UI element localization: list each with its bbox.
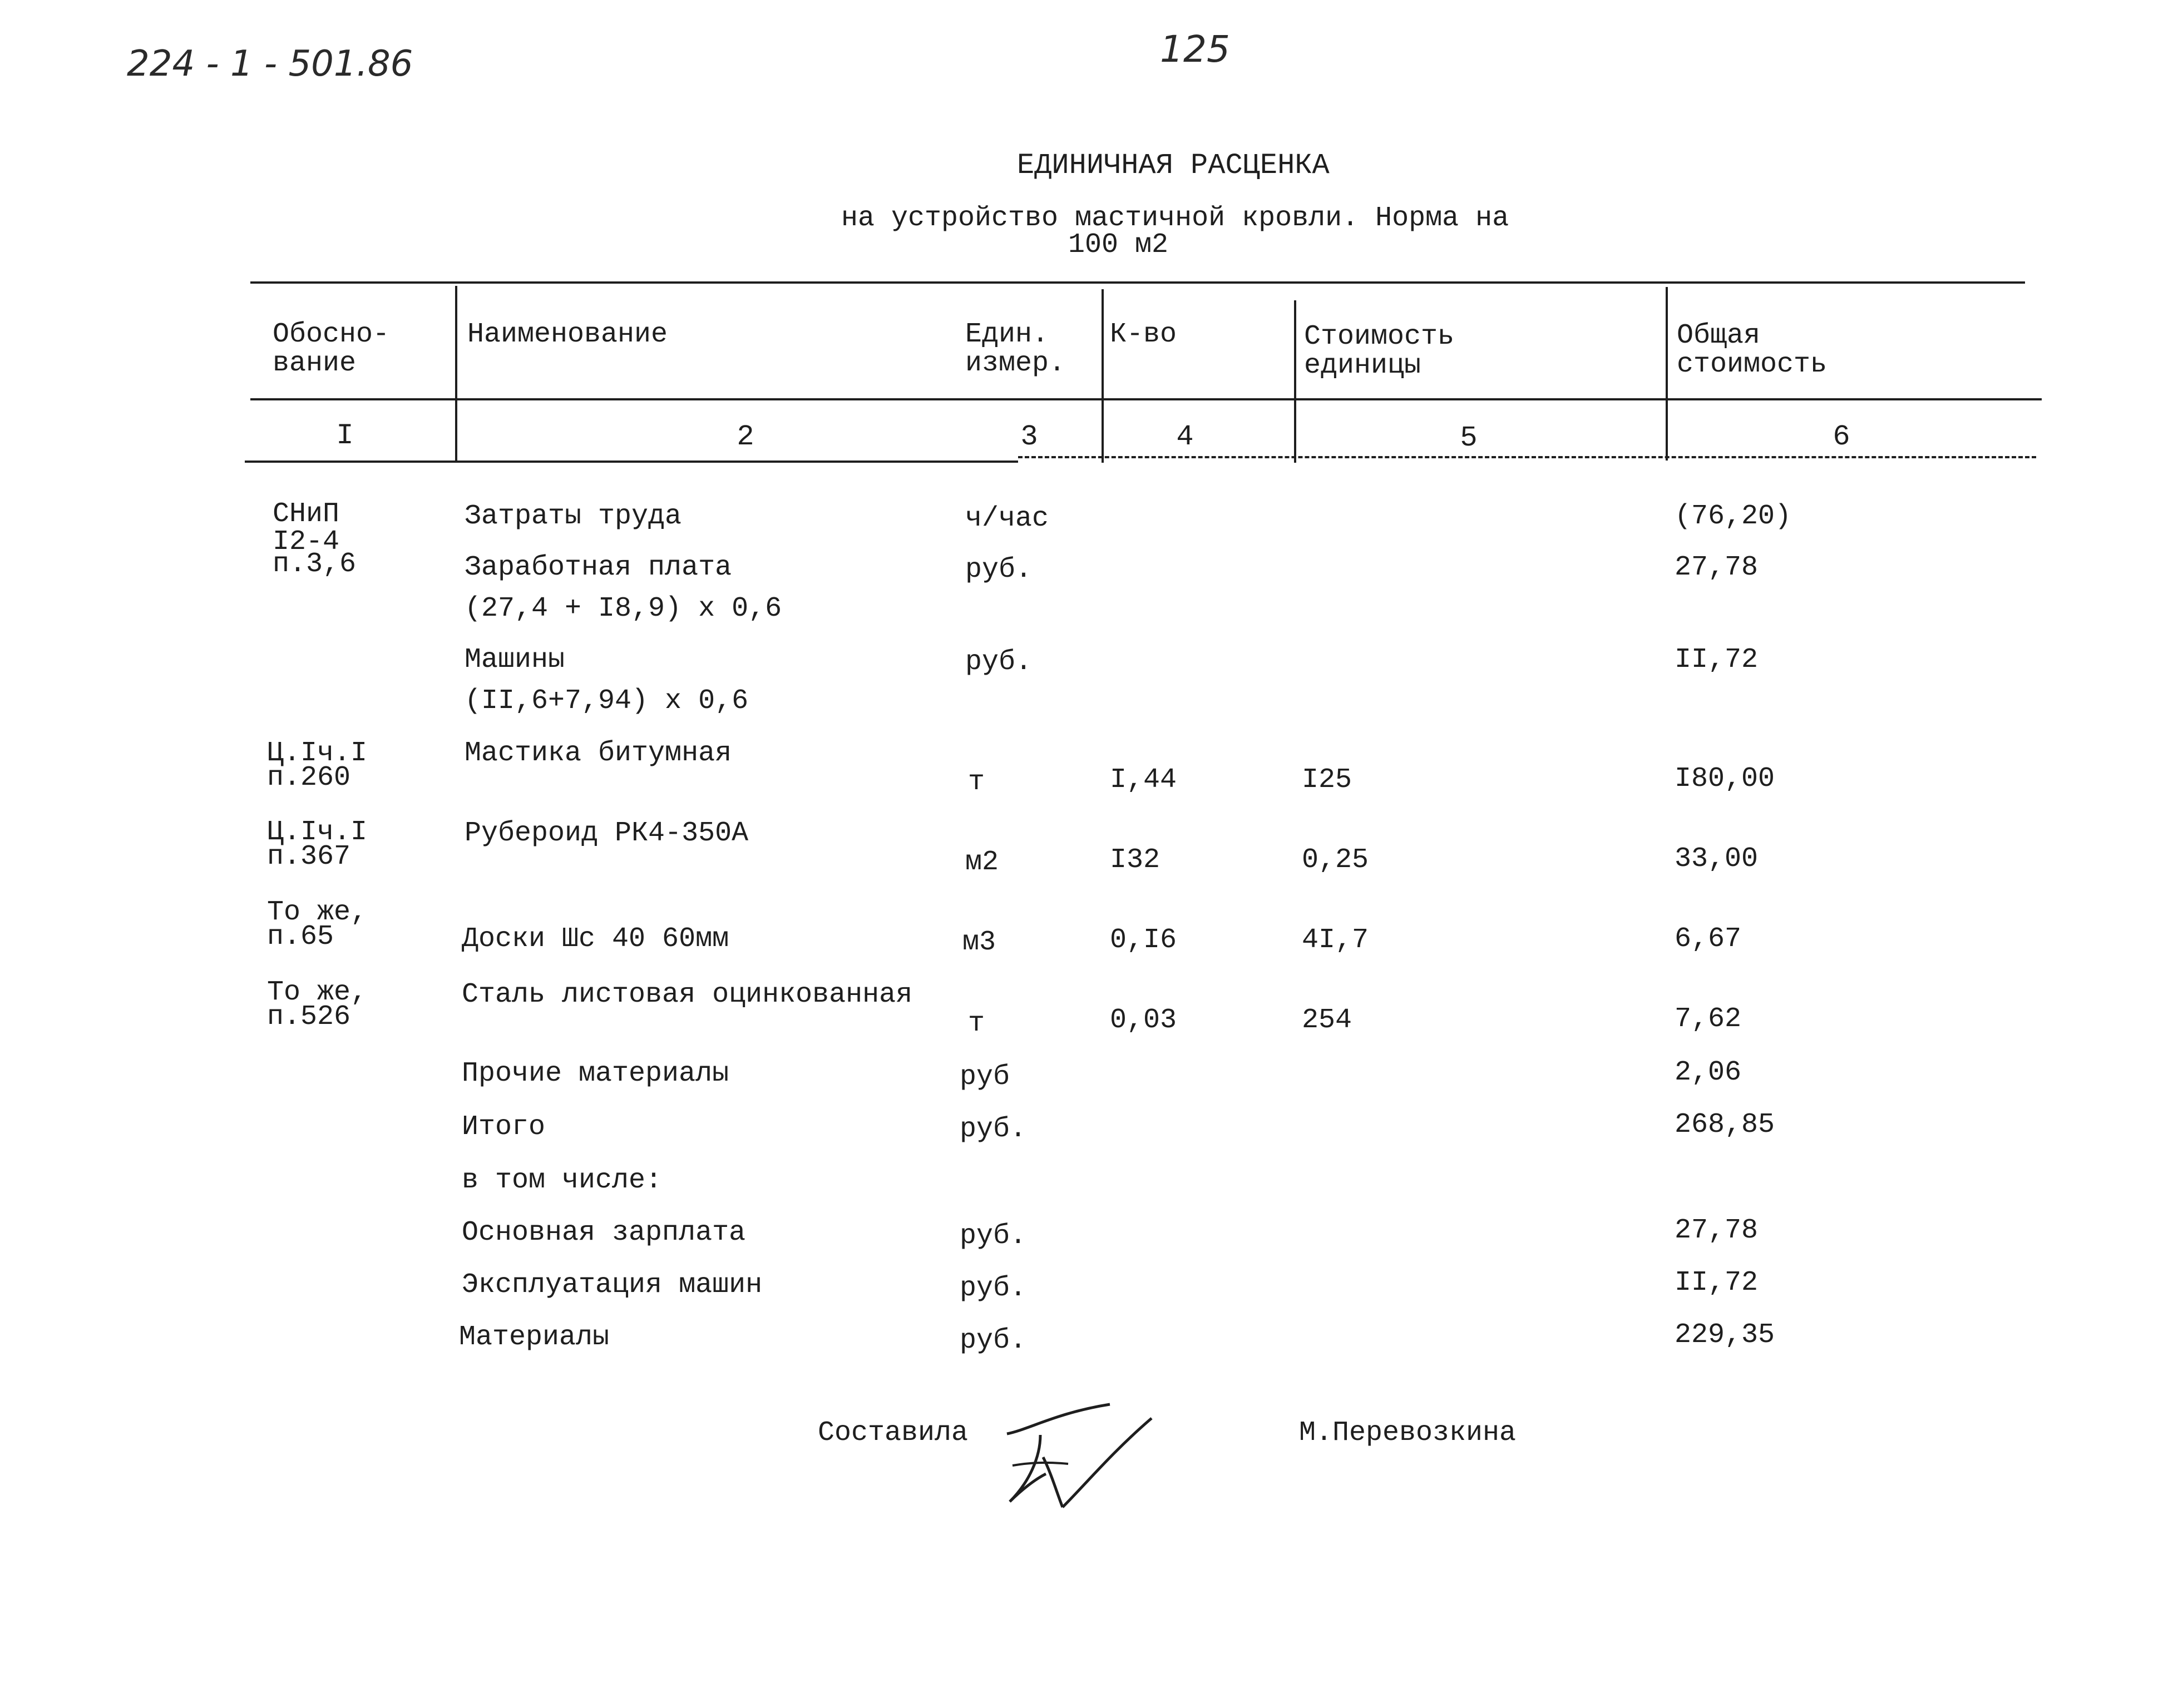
row-total: 33,00 bbox=[1675, 843, 1759, 875]
header-quantity-line-1: К-во bbox=[1110, 319, 1177, 350]
header-total-cost-line-1: Общая bbox=[1677, 320, 1761, 351]
row-name: Основная зарплата bbox=[462, 1217, 746, 1249]
basis-steel: То же, bbox=[267, 977, 368, 1008]
row-unit: руб. bbox=[960, 1113, 1027, 1145]
basis-mastic: Ц.Iч.I bbox=[267, 737, 368, 769]
row-total: 27,78 bbox=[1675, 1215, 1759, 1246]
row-total: 7,62 bbox=[1675, 1003, 1742, 1035]
row-name: Материалы bbox=[459, 1321, 610, 1353]
row-unit: руб. bbox=[965, 646, 1033, 678]
row-unit: руб. bbox=[960, 1220, 1027, 1252]
row-unit-cost: 4I,7 bbox=[1302, 924, 1369, 956]
row-formula: (27,4 + I8,9) x 0,6 bbox=[465, 593, 782, 625]
table-divider-5 bbox=[1666, 287, 1668, 461]
row-unit: м2 bbox=[965, 846, 999, 878]
header-basis bbox=[273, 320, 389, 378]
header-unit-cost-line-2: единицы bbox=[1304, 350, 1421, 382]
row-formula: (II,6+7,94) x 0,6 bbox=[465, 685, 749, 717]
header-unit-cost-line-1: Стоимость bbox=[1304, 321, 1455, 353]
document-subtitle-line-2: 100 м2 bbox=[1068, 229, 1169, 261]
header-basis-line-1: Обосно- bbox=[273, 319, 390, 350]
row-unit: т bbox=[968, 1008, 985, 1039]
basis-boards-clause: п.65 bbox=[267, 921, 334, 953]
basis-steel-clause: п.526 bbox=[267, 1001, 351, 1033]
header-name-line-1: Наименование bbox=[467, 319, 668, 350]
row-total: 2,06 bbox=[1675, 1057, 1742, 1088]
row-total: II,72 bbox=[1675, 1267, 1759, 1299]
column-number-1: I bbox=[336, 419, 354, 452]
row-unit: руб. bbox=[960, 1325, 1027, 1357]
header-unit-line-2: измер. bbox=[965, 348, 1066, 379]
page-number: 125 bbox=[1160, 28, 1230, 71]
row-quantity: I,44 bbox=[1110, 764, 1177, 796]
document-subtitle-line-1: на устройство мастичной кровли. Норма на bbox=[841, 202, 1509, 234]
column-number-4: 4 bbox=[1176, 420, 1194, 453]
basis-mastic-clause: п.260 bbox=[267, 762, 351, 794]
row-total: (76,20) bbox=[1675, 501, 1792, 532]
basis-snip-clause: п.3,6 bbox=[273, 548, 357, 580]
basis-boards: То же, bbox=[267, 897, 368, 928]
column-number-3: 3 bbox=[1020, 420, 1038, 453]
row-quantity: I32 bbox=[1110, 844, 1160, 876]
row-total: 27,78 bbox=[1675, 552, 1759, 583]
row-name: Мастика битумная bbox=[465, 737, 732, 769]
row-unit: руб. bbox=[960, 1273, 1027, 1304]
row-unit-cost: I25 bbox=[1302, 764, 1352, 796]
compiler-name: М.Перевозкина bbox=[1299, 1417, 1517, 1449]
row-name: Сталь листовая оцинкованная bbox=[462, 979, 913, 1011]
row-unit: руб bbox=[960, 1061, 1010, 1093]
row-name: Рубероид РК4-350А bbox=[465, 818, 749, 849]
table-divider-1 bbox=[455, 286, 457, 462]
row-quantity: 0,03 bbox=[1110, 1004, 1177, 1036]
row-total: II,72 bbox=[1675, 644, 1759, 676]
row-unit: ч/час bbox=[965, 503, 1049, 534]
header-name bbox=[467, 320, 668, 349]
row-name: Затраты труда bbox=[465, 501, 682, 532]
row-name: Эксплуатация машин bbox=[462, 1269, 763, 1301]
header-basis-line-2: вание bbox=[273, 348, 357, 379]
row-unit-cost: 0,25 bbox=[1302, 844, 1369, 876]
row-total: 229,35 bbox=[1675, 1319, 1775, 1351]
column-number-5: 5 bbox=[1460, 422, 1478, 454]
header-total-cost-line-2: стоимость bbox=[1677, 349, 1828, 380]
header-unit-line-1: Един. bbox=[965, 319, 1049, 350]
row-unit: руб. bbox=[965, 554, 1033, 586]
table-header-rule bbox=[250, 398, 2042, 400]
table-divider-4 bbox=[1294, 300, 1296, 463]
row-name: Итого bbox=[462, 1111, 546, 1143]
row-total: I80,00 bbox=[1675, 763, 1775, 795]
row-unit-cost: 254 bbox=[1302, 1004, 1352, 1036]
row-name: Доски Шс 40 60мм bbox=[462, 923, 729, 955]
row-total: 6,67 bbox=[1675, 923, 1742, 955]
row-name: в том числе: bbox=[462, 1165, 663, 1196]
header-total-cost bbox=[1677, 321, 1827, 379]
basis-roofing-clause: п.367 bbox=[267, 841, 351, 873]
table-divider-3 bbox=[1102, 289, 1104, 463]
header-unit bbox=[965, 320, 1065, 378]
signature-mark bbox=[996, 1396, 1163, 1513]
document-title: ЕДИНИЧНАЯ РАСЦЕНКА bbox=[1017, 149, 1330, 182]
row-name: Машины bbox=[465, 644, 565, 676]
row-quantity: 0,I6 bbox=[1110, 924, 1177, 956]
header-unit-cost bbox=[1304, 323, 1454, 380]
row-total: 268,85 bbox=[1675, 1109, 1775, 1141]
basis-snip-section: I2-4 bbox=[273, 526, 340, 558]
basis-roofing: Ц.Iч.I bbox=[267, 816, 368, 848]
compiled-by-label: Составила bbox=[818, 1417, 969, 1449]
row-name: Прочие материалы bbox=[462, 1058, 729, 1090]
column-number-2: 2 bbox=[737, 420, 754, 453]
row-name: Заработная плата bbox=[465, 552, 732, 583]
column-number-6: 6 bbox=[1833, 420, 1850, 453]
row-unit: м3 bbox=[962, 927, 996, 958]
table-top-rule bbox=[250, 281, 2025, 284]
table-column-number-rule-dashed bbox=[1018, 456, 2036, 458]
header-quantity bbox=[1110, 320, 1177, 349]
table-column-number-rule bbox=[245, 461, 1018, 463]
basis-snip: СНиП bbox=[273, 498, 340, 530]
document-code: 224 - 1 - 501.86 bbox=[127, 43, 413, 85]
row-unit: т bbox=[968, 766, 985, 798]
